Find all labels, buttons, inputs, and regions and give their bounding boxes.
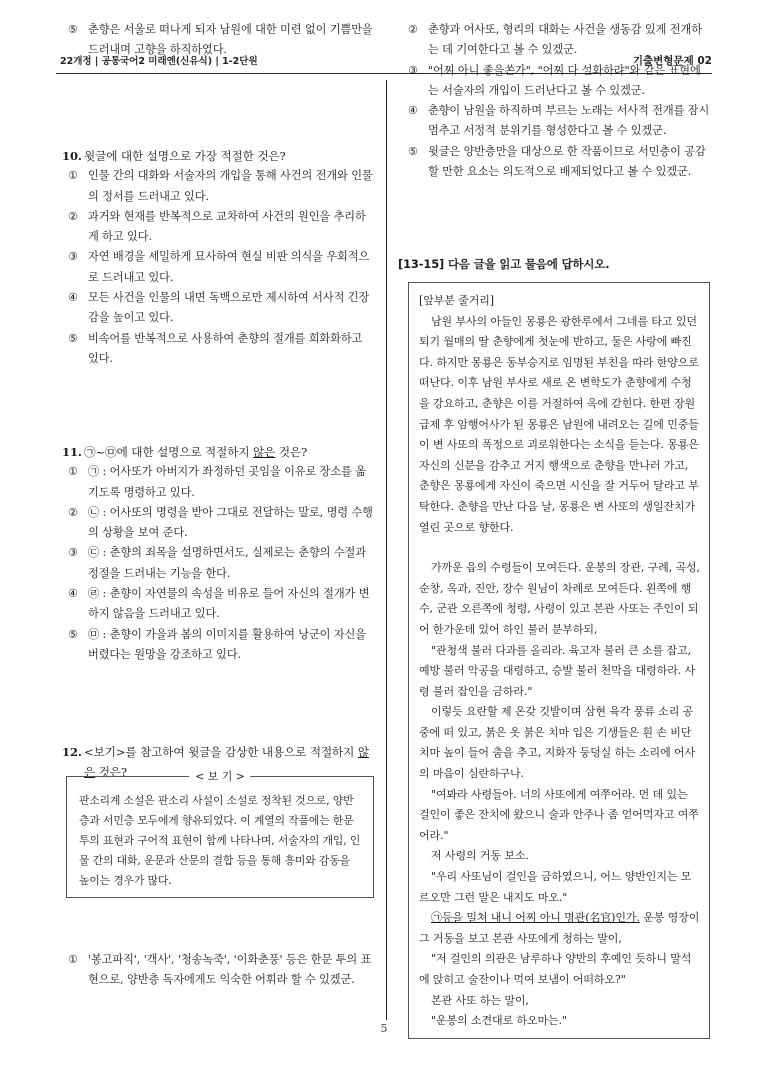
question-12-stem: 12. <보기>를 참고하여 윗글을 감상한 내용으로 적절하지 않은 것은?: [62, 745, 369, 780]
passage-paragraph: 이렇듯 요란할 제 온갖 깃발이며 삼현 육각 풍류 소리 공중에 떠 있고, 붉은 옷 붉은 치마 입은 기생들은 흰 손 비단 치마 높이 들어 춤을 추고, 지화자 둥덩실 하는 소리에 어사의 마음이 심란하구나.: [419, 705, 696, 781]
q10-option-5: ⑤ 비속어를 반복적으로 사용하여 춘향의 절개를 희화화하고 있다.: [68, 331, 363, 365]
q12-option-2: ② 춘향과 어사또, 형리의 대화는 사건을 생동감 있게 전개하는 데 기여한다고 볼 수 있겠군.: [408, 23, 702, 57]
passage-paragraph: 저 사령의 거동 보소.: [431, 849, 529, 863]
q11-option-5: ⑤ ㉤ : 춘향이 가을과 봄의 이미지를 활용하여 낭군이 자신을 버렸다는 원망을 강조하고 있다.: [68, 627, 366, 661]
passage-summary: 남원 부사의 아들인 몽룡은 광한루에서 그네를 타고 있던 퇴기 월매의 딸 춘향에게 첫눈에 반하고, 둘은 사랑에 빠진다. 하지만 몽룡은 동부승지로 임명된 부친을 따라 한양으로 떠난다. 이후 남원 부사로 새로 온 변학도가 춘향에게 수청을 강요하고, 춘향은 이를 거절하여 옥에 갇힌다. 한편 장원 급제 후 암행어사가 된 몽룡은 남원에 내려오는 길에 민중들이 변 사또의 폭정으로 괴로워한다는 소식을 듣는다. 몽룡은 자신의 신분을 감추고 거지 행색으로 춘향을 만나러 가고, 춘향은 몽룡에게 자신이 죽으면 시신을 잘 거두어 달라고 부탁한다. 춘향을 만난 다음 날, 몽룡은 변 사또의 생일잔치가 열린 곳으로 향한다.: [419, 314, 699, 534]
question-11-stem: 11. ㉠~㉤에 대한 설명으로 적절하지 않은 것은?: [62, 445, 308, 459]
q12-remaining-options: [408, 20, 710, 182]
q10-option-2: ② 과거와 현재를 반복적으로 교차하여 사건의 원인을 추리하게 하고 있다.: [68, 209, 366, 244]
passage-heading: [앞부분 줄거리]: [419, 294, 494, 307]
passage-paragraph: "관청색 불러 다과를 올리라. 육고자 불러 큰 소를 잡고, 예방 불러 악공을 대령하고, 승발 불러 천막을 대령하라. 사령 불러 잡인을 금하라.": [419, 643, 696, 698]
q12-option-5: ⑤ 윗글은 양반층만을 대상으로 한 작품이므로 서민층이 공감할 만한 요소는 의도적으로 배제되었다고 볼 수 있겠군.: [408, 144, 706, 179]
header-exam-title: 기출변형문제 02: [632, 55, 712, 67]
header-course-info: 22개정 | 공통국어2 미래엔(신유식) | 1-2단원: [60, 56, 258, 67]
bogi-label: < 보 기 >: [189, 767, 250, 787]
question-11: [62, 442, 374, 665]
q11-option-2: ② ㉡ : 어사또의 명령을 받아 그대로 전달하는 말로, 명령 수행의 상황을 보여 준다.: [68, 505, 373, 540]
passage-paragraph: 가까운 읍의 수령들이 모여든다. 운봉의 장관, 구례, 곡성, 순창, 옥과, 진안, 장수 원님이 차례로 모여든다. 왼쪽에 행수, 군관 오른쪽에 청령, 사령이 있고 본관 사또는 주인이 되어 한가운데 있어 하인 불러 분부하되,: [419, 561, 700, 636]
bogi-box: [66, 770, 374, 898]
q10-option-1: ① 인물 간의 대화와 서술자의 개입을 통해 사건의 전개와 인물의 정서를 드러내고 있다.: [68, 169, 373, 203]
passage-paragraph: 본관 사또 하는 말이,: [431, 993, 529, 1007]
underlined-phrase-a: ㉠등을 밀쳐 내니 어찌 아니 명관(名官)인가.: [431, 911, 640, 925]
passage-paragraph: ㉠등을 밀쳐 내니 어찌 아니 명관(名官)인가. 운봉 영장이 그 거동을 보고 본관 사또에게 청하는 말이,: [419, 911, 700, 945]
q11-option-3: ③ ㉢ : 춘향의 죄목을 설명하면서도, 실제로는 춘향의 수절과 정절을 드러내는 기능을 한다.: [68, 546, 366, 580]
q9-option-5: ⑤ 춘향은 서울로 떠나게 되자 남원에 대한 미련 없이 기쁨만을 드러내며 고향을 하직하였다.: [68, 23, 373, 57]
passage-paragraph: "운봉의 소견대로 하오마는.": [431, 1014, 567, 1028]
q11-option-4: ④ ㉣ : 춘향이 자연물의 속성을 비유로 들어 자신의 절개가 변하지 않음을 드러내고 있다.: [68, 587, 370, 621]
passage-paragraph: "저 걸인의 의관은 남루하나 양반의 후예인 듯하니 말석에 앉히고 술잔이나 먹여 보냄이 어떠하오?": [419, 952, 692, 986]
q10-option-4: ④ 모든 사건을 인물의 내면 독백으로만 제시하여 서사적 긴장감을 높이고 있다.: [68, 291, 370, 325]
q11-option-1: ① ㉠ : 어사또가 아버지가 좌정하던 곳임을 이유로 장소를 옮기도록 명령하고 있다.: [68, 465, 366, 499]
page-number: 5: [380, 1022, 388, 1035]
q12-option-4: ④ 춘향이 남원을 하직하며 부르는 노래는 서사적 전개를 잠시 멈추고 서정적 분위기를 형성한다고 볼 수 있겠군.: [408, 104, 710, 138]
reading-passage: [408, 282, 710, 1039]
question-10: [62, 146, 374, 369]
question-10-stem: 10. 윗글에 대한 설명으로 가장 적절한 것은?: [62, 149, 286, 163]
q12-option-3: ③ "어찌 아니 좋을쏜가", "어찌 다 설화하랴"와 같은 표현에는 서술자의 개입이 드러난다고 볼 수 있겠군.: [408, 63, 701, 97]
column-divider: [386, 80, 387, 1020]
q10-option-3: ③ 자연 배경을 세밀하게 묘사하여 현실 비판 의식을 우회적으로 드러내고 있다.: [68, 250, 370, 284]
bogi-text: 판소리계 소설은 판소리 사설이 소설로 정착된 것으로, 양반층과 서민층 모두에게 향유되었다. 이 계열의 작품에는 한문투의 표현과 구어적 표현이 함께 나타나며, 서술자의 개입, 인물 간의 대화, 운문과 산문의 결합 등을 통해 흥미와 감동을 높이는 경우가 많다.: [79, 794, 361, 887]
passage-paragraph: "여봐라 사령들아. 너의 사또에게 여쭈어라. 먼 데 있는 걸인이 좋은 잔치에 왔으니 술과 안주나 좀 얻어먹자고 여쭈어라.": [419, 787, 699, 842]
q12-option-1: ① '봉고파직', '객사', '청송녹죽', '이화춘풍' 등은 한문 투의 표현으로, 양반층 독자에게도 익숙한 어휘라 할 수 있겠군.: [68, 953, 372, 987]
section-title-13-15: [13-15] 다음 글을 읽고 물음에 답하시오.: [398, 257, 610, 271]
passage-paragraph: "우리 사또님이 걸인을 금하였으니, 어느 양반인지는 모르오만 그런 말은 내지도 마오.": [419, 870, 692, 904]
